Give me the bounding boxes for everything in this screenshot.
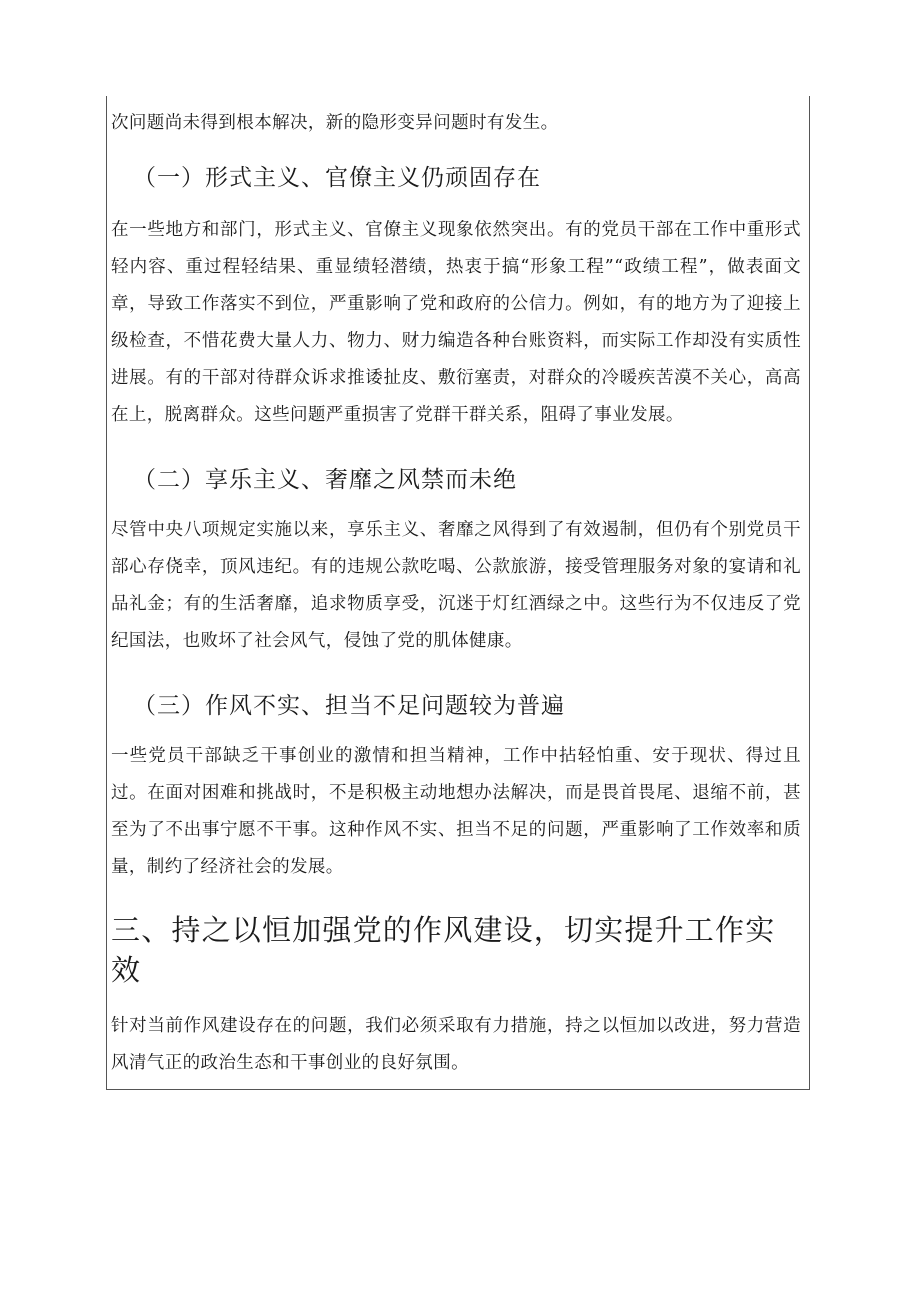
subheading-hedonism: （二）享乐主义、奢靡之风禁而未绝: [133, 467, 517, 493]
intro-tail-paragraph: 次问题尚未得到根本解决，新的隐形变异问题时有发生。: [111, 113, 559, 133]
subheading-work-style: （三）作风不实、担当不足问题较为普遍: [133, 693, 565, 719]
paragraph-work-style: 一些党员干部缺乏干事创业的激情和担当精神，工作中拈轻怕重、安于现状、得过且过。在面对困难和挑战时，不是积极主动地想办法解决，而是畏首畏尾、退缩不前，甚至为了不出事宁愿不干事。这种作风不实、担当不足的问题，严重影响了工作效率和质量，制约了经济社会的发展。: [111, 746, 801, 877]
document-body: [111, 105, 801, 1082]
subheading-formalism: （一）形式主义、官僚主义仍顽固存在: [133, 165, 541, 191]
paragraph-formalism: 在一些地方和部门，形式主义、官僚主义现象依然突出。有的党员干部在工作中重形式轻内容、重过程轻结果、重显绩轻潜绩，热衷于搞“形象工程”“政绩工程”，做表面文章，导致工作落实不到位，严重影响了党和政府的公信力。例如，有的地方为了迎接上级检查，不惜花费大量人力、物力、财力编造各种台账资料，而实际工作却没有实质性进展。有的干部对待群众诉求推诿扯皮、敷衍塞责，对群众的冷暖疾苦漠不关心，高高在上，脱离群众。这些问题严重损害了党群干群关系，阻碍了事业发展。: [111, 220, 801, 425]
section-three-title: 三、持之以恒加强党的作风建设，切实提升工作实效: [111, 913, 776, 987]
paragraph-section-three-intro: 针对当前作风建设存在的问题，我们必须采取有力措施，持之以恒加以改进，努力营造风清气正的政治生态和干事创业的良好氛围。: [111, 1016, 801, 1073]
paragraph-hedonism: 尽管中央八项规定实施以来，享乐主义、奢靡之风得到了有效遏制，但仍有个别党员干部心存侥幸，顶风违纪。有的违规公款吃喝、公款旅游，接受管理服务对象的宴请和礼品礼金；有的生活奢靡，追求物质享受，沉迷于灯红酒绿之中。这些行为不仅违反了党纪国法，也败坏了社会风气，侵蚀了党的肌体健康。: [111, 520, 801, 651]
